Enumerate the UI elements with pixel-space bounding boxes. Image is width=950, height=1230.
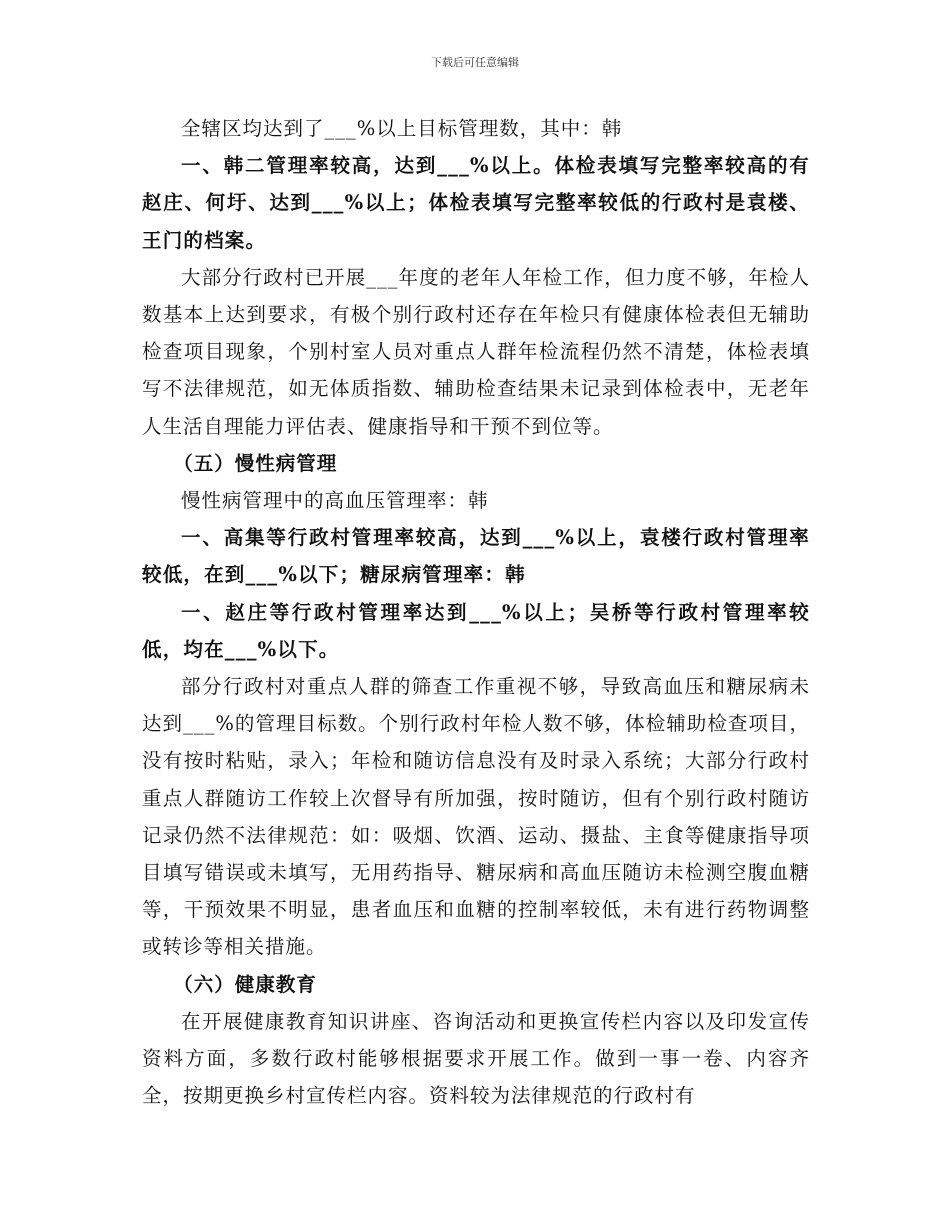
section-heading-chronic-disease: （五）慢性病管理 <box>173 451 338 475</box>
paragraph-hypertension-rate: 一、高集等行政村管理率较高，达到___%以上，袁楼行政村管理率较低，在到___%以下；糖尿病管理率：韩 <box>142 526 810 587</box>
section-heading-health-education: （六）健康教育 <box>173 972 317 996</box>
paragraph-hypertension-intro: 慢性病管理中的高血压管理率：韩 <box>181 489 489 513</box>
paragraph-elderly-checkup: 大部分行政村已开展___年度的老年人年检工作，但力度不够，年检人数基本上达到要求，有极个别行政村还存在年检只有健康体检表但无辅助检查项目现象，个别村室人员对重点人群年检流程仍然不清楚，体检表填写不法律规范，如无体质指数、辅助检查结果未记录到体检表中，无老年人生活自理能力评估表、健康指导和干预不到位等。 <box>142 265 810 438</box>
document-body <box>142 110 810 1114</box>
paragraph-diabetes-rate: 一、赵庄等行政村管理率达到___%以上；吴桥等行政村管理率较低，均在___%以下。 <box>142 600 810 661</box>
paragraph-screening-issues: 部分行政村对重点人群的筛查工作重视不够，导致高血压和糖尿病未达到___%的管理目标数。个别行政村年检人数不够，体检辅助检查项目，没有按时粘贴，录入；年检和随访信息没有及时录入系统；大部分行政村重点人群随访工作较上次督导有所加强，按时随访，但有个别行政村随访记录仍然不法律规范：如：吸烟、饮酒、运动、摄盐、主食等健康指导项目填写错误或未填写，无用药指导、糖尿病和高血压随访未检测空腹血糖等，干预效果不明显，患者血压和血糖的控制率较低，未有进行药物调整或转诊等相关措施。 <box>142 675 810 959</box>
page-header-note: 下载后可任意编辑 <box>431 56 519 69</box>
paragraph-summary: 全辖区均达到了___%以上目标管理数，其中：韩 <box>181 117 623 140</box>
paragraph-health-education: 在开展健康教育知识讲座、咨询活动和更换宣传栏内容以及印发宣传资料方面，多数行政村能够根据要求开展工作。做到一事一卷、内容齐全，按期更换乡村宣传栏内容。资料较为法律规范的行政村有 <box>142 1009 810 1108</box>
paragraph-management-rate: 一、韩二管理率较高，达到___%以上。体检表填写完整率较高的有赵庄、何圩、达到___%以上；体检表填写完整率较低的行政村是袁楼、王门的档案。 <box>142 154 810 252</box>
